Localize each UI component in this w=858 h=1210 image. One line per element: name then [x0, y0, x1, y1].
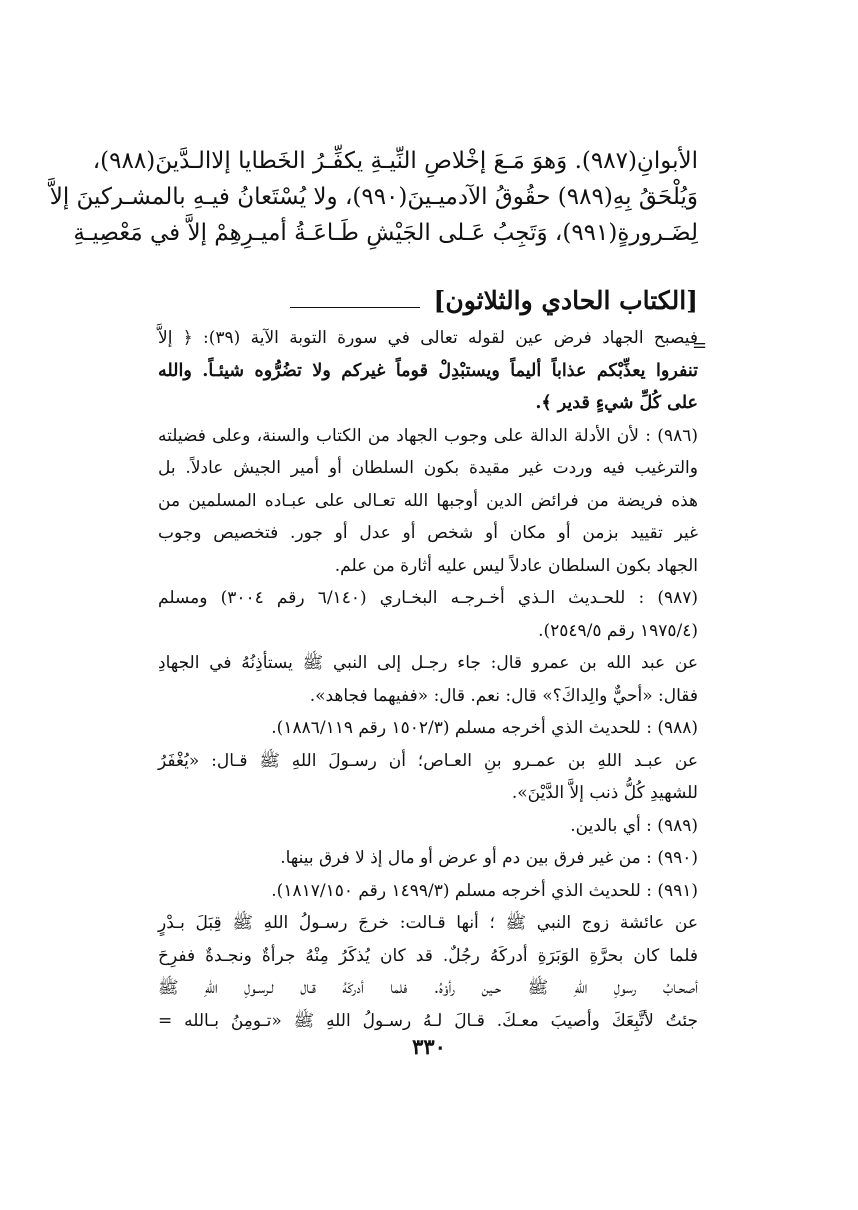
footnote-line: عن عبـد اللهِ بن عمـرو بنِ العـاص؛ أن رسـولَ اللهِ ﷺ قـال: «يُغْفَرُ [158, 750, 698, 771]
heading-rule [290, 307, 420, 308]
footnote-line: الجهاد بكون السلطان عادلاً ليس عليه أثارة من علم. [334, 555, 698, 576]
footnote-line: على كُلِّ شيءٍ قدير ﴾. [535, 393, 698, 413]
section-heading: [الكتاب الحادي والثلاثون] [433, 285, 698, 315]
footnote-line: تنفروا يعذِّبْكم عذاباً أليماً ويستبْدِلْ قوماً غيركم ولا تضُرُّوه شيئـاً. والله [158, 360, 698, 381]
footnote-line: هذه فريضة من فرائض الدين أوجبها الله تعـالى على عبـاده المسلمين من [158, 490, 698, 511]
footnote-line: غير تقييد بزمن أو مكان أو شخص أو عدل أو جور. فتخصيص وجوب [158, 523, 698, 543]
footnotes [158, 322, 698, 1037]
footnote-line: (٩٨٨) : للحديث الذي أخرجه مسلم (١٥٠٢/٣ رقم ١٨٨٦/١١٩). [271, 718, 698, 738]
main-text [49, 143, 698, 251]
footnote-line: فقال: «أحيٌّ والِداكَ؟» قال: نعم. قال: «ففيهما فجاهد». [309, 685, 698, 706]
footnote-line: عن عائشة زوج النبي ﷺ ؛ أنها قـالت: خرجَ رسـولُ اللهِ ﷺ قِبَلَ بـدْرٍ [158, 913, 698, 933]
section-heading-row [158, 282, 698, 318]
main-text-line: الأبوانِ(٩٨٧). وَهوَ مَـعَ إخْلاصِ النِّيـةِ يكفِّـرُ الخَطايا إلاالـدَّينَ(٩٨٨)، [92, 148, 698, 174]
footnote-line: والترغيب فيه وردت غير مقيدة بكون السلطان أو أمير الجيش عادلاً. بل [158, 458, 698, 478]
footnote-line: (١٩٧٥/٤ رقم ٢٥٤٩/٥). [538, 620, 698, 641]
page-number: ٣٣٠ [412, 1034, 446, 1059]
continuation-mark: = [692, 335, 708, 356]
footnote-line: جئتُ لأتَّبِعَكَ وأصيبَ معـكَ. قـالَ لـهُ رسـولُ اللهِ ﷺ «تـومِنُ بـالله = [158, 1010, 698, 1031]
footnote-line: فيصبح الجهاد فرض عين لقوله تعالى في سورة التوبة الآية (٣٩): ﴿ إلاَّ [158, 328, 698, 348]
footnote-line: عن عبد الله بن عمرو قال: جاء رجـل إلى النبي ﷺ يستأذِنُهُ في الجهادِ [158, 653, 698, 673]
footnote-line: أصحـابُ رسولِ اللهِ ﷺ حـين رأوْهُ. فلما أدركَهُ قـال لـرسـولِ اللهِ ﷺ [158, 978, 698, 998]
footnote-line: للشهيدِ كُلُّ ذنب إلاَّ الدَّيْنَ». [511, 783, 698, 803]
footnote-line: (٩٨٩) : أي بالدين. [570, 815, 698, 836]
footnote-line: (٩٨٦) : لأن الأدلة الدالة على وجوب الجهاد من الكتاب والسنة، وعلى فضيلته [158, 425, 698, 446]
footnote-line: (٩٩٠) : من غير فرق بين دم أو عرض أو مال إذ لا فرق بينها. [280, 848, 698, 868]
main-text-line: وَيُلْحَقُ بِهِ(٩٨٩) حقُوقُ الآدميـينَ(٩٩٠)، ولا يُسْتَعانُ فيـهِ بالمشـركينَ إلاَّ [49, 184, 698, 210]
footnote-line: (٩٩١) : للحديث الذي أخرجه مسلم (١٤٩٩/٣ رقم ١٨١٧/١٥٠). [271, 880, 698, 901]
main-text-line: لِضَـرورةٍ(٩٩١)، وَتَجِبُ عَـلى الجَيْشِ طَـاعَـةُ أميـرِهِمْ إلاَّ في مَعْصِيـةِ [73, 220, 698, 246]
footnote-line: (٩٨٧) : للحـديث الـذي أخـرجـه البخـاري (٦/١٤٠ رقم ٣٠٠٤) ومسلم [158, 588, 698, 608]
footnote-line: فلما كان بحرَّةِ الوَبَرَةِ أدركَهُ رجُلٌ. قد كان يُذكَرُ مِنْهُ جرأةٌ ونجـدةٌ ففرِحَ [158, 945, 698, 966]
